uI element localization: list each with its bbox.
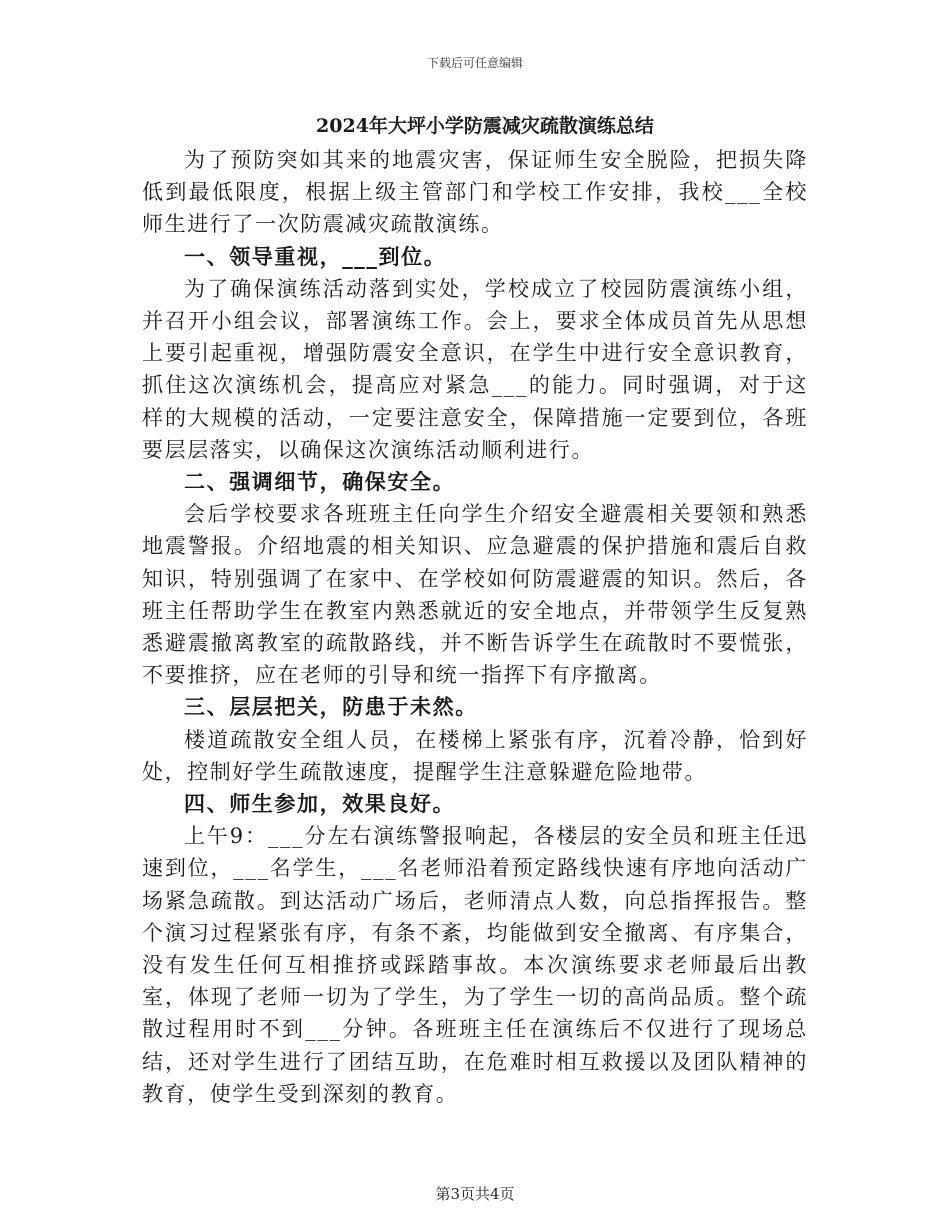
section-heading-4: 四、师生参加，效果良好。: [184, 791, 456, 817]
section-heading-1: 一、领导重视，___到位。: [184, 243, 447, 269]
document-body: [142, 108, 808, 1110]
section-heading-2: 二、强调细节，确保安全。: [184, 469, 456, 495]
intro-paragraph: 为了预防突如其来的地震灾害，保证师生安全脱险，把损失降低到最低限度，根据上级主管部门和学校工作安排，我校___全校师生进行了一次防震减灾疏散演练。: [142, 148, 808, 237]
section-heading-3: 三、层层把关，防患于未然。: [184, 694, 478, 720]
document-title: 2024年大坪小学防震减灾疏散演练总结: [316, 115, 654, 137]
section-body-1: 为了确保演练活动落到实处，学校成立了校园防震演练小组，并召开小组会议，部署演练工作。会上，要求全体成员首先从思想上要引起重视，增强防震安全意识，在学生中进行安全意识教育，抓住这次演练机会，提高应对紧急___的能力。同时强调，对于这样的大规模的活动，一定要注意安全，保障措施一定要到位，各班要层层落实，以确保这次演练活动顺利进行。: [142, 276, 808, 462]
section-body-2: 会后学校要求各班班主任向学生介绍安全避震相关要领和熟悉地震警报。介绍地震的相关知识、应急避震的保护措施和震后自救知识，特别强调了在家中、在学校如何防震避震的知识。然后，各班主任帮助学生在教室内熟悉就近的安全地点，并带领学生反复熟悉避震撤离教室的疏散路线，并不断告诉学生在疏散时不要慌张，不要推挤，应在老师的引导和统一指挥下有序撤离。: [142, 502, 808, 688]
page-header: 下载后可任意编辑: [426, 56, 523, 70]
section-body-4: 上午9：___分左右演练警报响起，各楼层的安全员和班主任迅速到位，___名学生，___名老师沿着预定路线快速有序地向活动广场紧急疏散。到达活动广场后，老师清点人数，向总指挥报告。整个演习过程紧张有序，有条不紊，均能做到安全撤离、有序集合，没有发生任何互相推挤或踩踏事故。本次演练要求老师最后出教室，体现了老师一切为了学生，为了学生一切的高尚品质。整个疏散过程用时不到___分钟。各班班主任在演练后不仅进行了现场总结，还对学生进行了团结互助，在危难时相互救援以及团队精神的教育，使学生受到深刻的教育。: [142, 824, 808, 1106]
page-number: 第3页共4页: [435, 1185, 515, 1203]
section-body-3: 楼道疏散安全组人员，在楼梯上紧张有序，沉着冷静，恰到好处，控制好学生疏散速度，提醒学生注意躲避危险地带。: [142, 727, 808, 784]
